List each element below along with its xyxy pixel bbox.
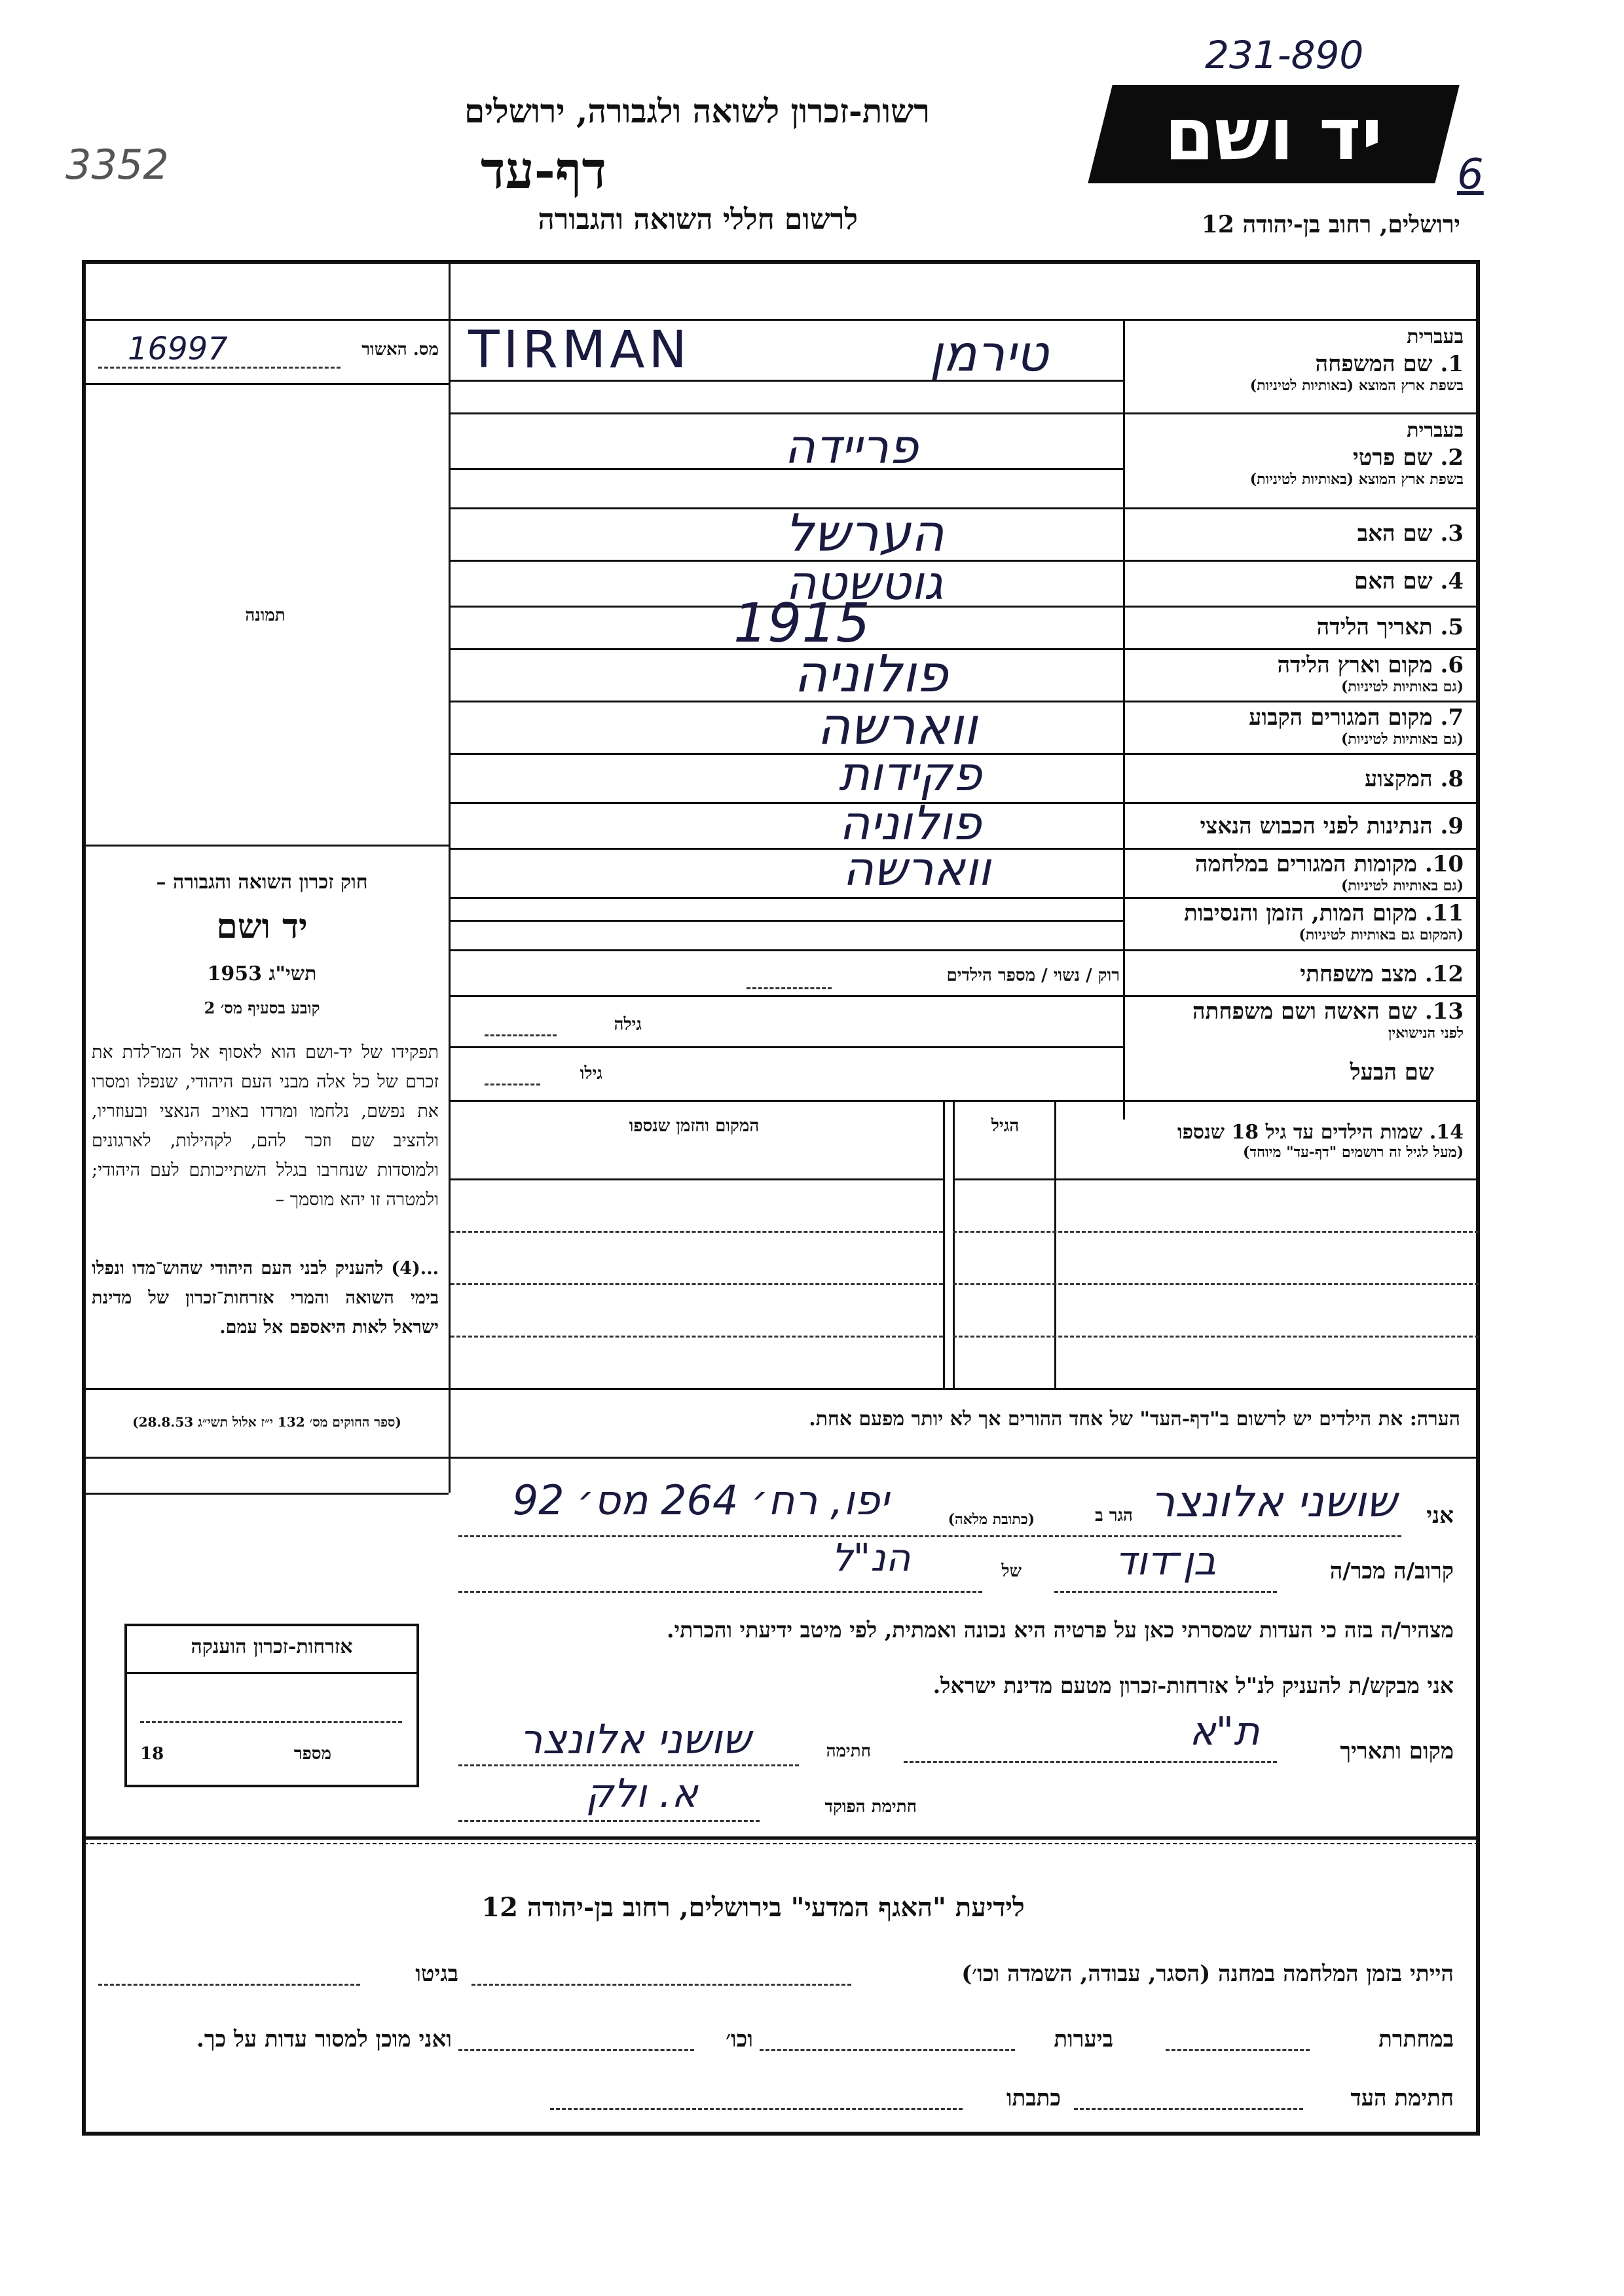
bottom-double-2 <box>84 1843 1479 1844</box>
of-value: הנ"ל <box>831 1535 911 1580</box>
place-date-label: מקום ותאריך <box>1340 1738 1454 1764</box>
children-age-left-2 <box>953 1101 955 1388</box>
husband-age-line <box>485 1084 540 1085</box>
top-strip-line <box>84 319 1479 321</box>
photo-border <box>84 845 449 847</box>
note-border <box>84 1457 1479 1459</box>
citizenship-title: אזרחות-זכרון הוענקה <box>191 1635 353 1658</box>
field-2-heb-tag: בעברית <box>1407 419 1464 442</box>
field-2-label: שם פרטי <box>1352 445 1433 471</box>
field-1-border <box>451 412 1479 414</box>
bottom-witness-sig-label: חתימת העד <box>1350 2085 1454 2111</box>
law-text: תפקידו של יד-ושם הוא לאסוף אל המו־לדת את זכרם של כל אלה מבני העם היהודי, שנפלו ומסרו את נפשם, נלחמו ומרדו באויב הנאצי ובעוזריו, ולהציב שם וזכר להם, לקהילות, לארגונים ולמוסדות שנחרבו בגלל השתייכותם לעם היהודי; ולמטרה זו יהא מוסמך – <box>92 1042 439 1210</box>
signature-value: שושני אלונצר <box>519 1715 751 1763</box>
form-title: דף-עד <box>481 141 606 200</box>
law-border <box>84 1388 449 1390</box>
left-col-divider <box>449 262 451 1493</box>
field-10-value-heb: ווארשה <box>842 841 991 896</box>
officer-sig-line <box>458 1820 760 1822</box>
field-11-sub: (המקום גם באותיות לטיניות) <box>1299 926 1464 943</box>
bottom-forests-label: ביערות <box>1054 2026 1113 2052</box>
children-age-right <box>1054 1101 1056 1388</box>
field-4-label: שם האם <box>1354 568 1433 594</box>
citizenship-title-border <box>127 1672 416 1674</box>
declarant-resides-label: הגר ב <box>1095 1506 1133 1525</box>
field-1-mid-line <box>451 380 1123 382</box>
yad-vashem-logo <box>1088 85 1459 183</box>
field-10-label: מקומות המגורים במלחמה <box>1194 851 1417 877</box>
field-12-num: 12. <box>1424 961 1464 987</box>
address: ירושלים, רחוב בן-יהודה 12 <box>1201 211 1460 238</box>
children-col-age: הגיל <box>991 1116 1020 1136</box>
field-5-label: תאריך הלידה <box>1316 614 1433 640</box>
field-13-sub: לפני הנישואין <box>1388 1025 1464 1042</box>
field-9-label: הנתינות לפני הכבוש הנאצי <box>1200 813 1433 839</box>
children-row-3 <box>953 1336 1479 1338</box>
photo-label: תמונה <box>245 606 286 625</box>
field-11-mid-line <box>451 920 1123 922</box>
citizenship-number-label: מספר <box>293 1744 331 1764</box>
logo-text: יד ושם <box>1164 92 1383 176</box>
children-header-border-2 <box>451 1178 943 1180</box>
children-header-border <box>953 1178 1479 1180</box>
children-num: 14. <box>1429 1121 1464 1144</box>
archive-number: 231-890 <box>1205 33 1364 77</box>
bottom-address-label: כתבתו <box>1006 2085 1061 2111</box>
husband-label: שם הבעל <box>1350 1059 1434 1085</box>
field-11-label: מקום המות, הזמן והנסיבות <box>1183 900 1417 926</box>
bottom-camp-label: הייתי בזמן המלחמה במחנה (הסגר, עבודה, השמדה וכו׳) <box>961 1961 1454 1987</box>
field-8-value-heb: פקידות <box>838 746 982 801</box>
declarant-name: שושני אלונצר <box>1150 1476 1397 1527</box>
bottom-address-line <box>550 2108 963 2110</box>
declarant-address-hint: (כתובת מלאה) <box>948 1511 1035 1528</box>
field-1-label: שם המשפחה <box>1315 351 1433 377</box>
declare-text: מצהיר/ה בזה כי העדות שמסרתי כאן על פרטיה היא נכונה ואמתית, לפי מיטב ידיעתי והכרתי. <box>667 1617 1454 1643</box>
field-1-sub: בשפת ארץ המוצא (באותיות לטיניות) <box>1249 377 1464 394</box>
approval-row <box>98 331 439 370</box>
field-2-sub: בשפת ארץ המוצא (באותיות לטיניות) <box>1249 471 1464 488</box>
citizenship-box <box>124 1624 419 1787</box>
field-13-label: שם האשה ושם משפחתה <box>1192 998 1417 1025</box>
field-7-sub: (גם באותיות לטיניות) <box>1340 731 1464 748</box>
children-count-line <box>747 987 832 989</box>
bottom-camp-line <box>471 1984 851 1986</box>
bottom-notice: לידיעת "האגף המדעי" בירושלים, רחוב בן-יהודה 12 <box>481 1892 1025 1923</box>
children-bottom-border <box>451 1388 1479 1390</box>
of-line <box>458 1591 982 1593</box>
field-10-num: 10. <box>1424 851 1464 877</box>
law-name: יד ושם <box>216 907 308 947</box>
children-col-names-sub: (מעל לגיל זה רושמים "דף-עד" מיוחד) <box>1243 1144 1464 1161</box>
field-5-value: 1915 <box>733 592 870 655</box>
declarant-address: יפו, רח׳ 264 מס׳ 92 <box>512 1476 889 1524</box>
field-1-heb-tag: בעברית <box>1407 325 1464 348</box>
form-subtitle: לרשום חללי השואה והגבורה <box>538 203 858 236</box>
field-10-sub: (גם באותיות לטיניות) <box>1340 877 1464 894</box>
field-11-border <box>451 949 1479 951</box>
bottom-ghetto-label: בגיטו <box>415 1961 458 1987</box>
field-12-label: מצב משפחתי <box>1300 961 1417 987</box>
children-row-3b <box>451 1336 943 1338</box>
field-1-value-heb: טירמן <box>929 324 1048 382</box>
officer-sig-label: חתימת הפוקד <box>824 1797 917 1817</box>
page-number: 6 <box>1457 151 1484 199</box>
signature-line <box>458 1764 799 1766</box>
left-col-bottom <box>84 1493 449 1495</box>
field-3-num: 3. <box>1440 520 1464 547</box>
field-1-value-lat: TIRMAN <box>468 321 691 380</box>
field-6-label: מקום וארץ הלידה <box>1277 652 1433 678</box>
field-2-mid-line <box>451 468 1123 470</box>
children-row-1b <box>451 1231 943 1233</box>
field-12-value: רוק / נשוי / מספר הילדים <box>946 966 1120 985</box>
field-1-num: 1. <box>1440 351 1464 377</box>
bottom-etc-label: וכו׳ <box>726 2026 753 2052</box>
children-col-place: המקום והזמן שנספו <box>629 1116 760 1136</box>
relation-value: בן־דוד <box>1115 1539 1217 1584</box>
bottom-witness-sig-line <box>1074 2108 1303 2110</box>
bottom-etc-line <box>458 2049 694 2051</box>
field-13-mid-line <box>451 1046 1123 1048</box>
relative-label: קרוב/ה מכר/ה <box>1329 1558 1454 1584</box>
children-note: הערה: את הילדים יש לרשום ב"דף-העד" של אחד ההורים אך לא יותר מפעם אחת. <box>809 1408 1460 1430</box>
field-2-num: 2. <box>1440 445 1464 471</box>
stamp-number: 3352 <box>65 141 169 189</box>
bottom-forests-line <box>760 2049 1015 2051</box>
children-row-1 <box>953 1231 1479 1233</box>
field-13-border <box>451 1100 1479 1102</box>
field-9-num: 9. <box>1440 813 1464 839</box>
field-7-label: מקום המגורים הקבוע <box>1249 704 1433 731</box>
field-6-num: 6. <box>1440 652 1464 678</box>
field-4-num: 4. <box>1440 568 1464 594</box>
bottom-ghetto-line <box>98 1984 360 1986</box>
field-7-num: 7. <box>1440 704 1464 731</box>
bottom-double-1 <box>84 1836 1479 1840</box>
field-8-label: המקצוע <box>1364 766 1433 792</box>
field-5-num: 5. <box>1440 614 1464 640</box>
field-4-border <box>451 606 1479 608</box>
field-9-value-heb: פולוניה <box>839 795 982 850</box>
law-clause: קובע בסעיף מס׳ 2 <box>204 998 320 1017</box>
field-2-value-heb: פריידה <box>784 419 919 474</box>
approval-value: 16997 <box>128 331 228 367</box>
bottom-underground-line <box>1166 2049 1310 2051</box>
label-col-divider <box>1123 321 1125 1120</box>
field-3-value-heb: הערשל <box>784 504 944 563</box>
bottom-testimony-label: ואני מוכן למסור עדות על כך. <box>196 2026 452 2052</box>
field-6-sub: (גם באותיות לטיניות) <box>1340 678 1464 695</box>
children-row-2 <box>953 1283 1479 1285</box>
children-row-2b <box>451 1283 943 1285</box>
field-4-value-heb: גוטשטה <box>785 555 944 610</box>
field-10-border <box>451 897 1479 899</box>
citizenship-number-suffix: 18 <box>140 1744 164 1764</box>
field-12-border <box>451 995 1479 997</box>
signature-label: חתימה <box>826 1741 871 1761</box>
law-year: תשי"ג 1953 <box>207 962 317 985</box>
children-age-left <box>943 1101 945 1388</box>
approval-row-border <box>84 383 449 385</box>
declarant-i-label: אני <box>1426 1503 1454 1529</box>
field-7-value-heb: ווארשה <box>817 697 978 756</box>
of-label: של <box>1001 1561 1022 1581</box>
children-col-names: שמות הילדים עד גיל 18 שנספו <box>1177 1121 1423 1144</box>
place-date-value: ת"א <box>1189 1709 1260 1755</box>
field-3-label: שם האב <box>1357 520 1433 547</box>
approval-underline <box>98 367 341 369</box>
law-heading: חוק זכרון השואה והגבורה – <box>156 871 368 894</box>
wife-age-line <box>485 1034 557 1036</box>
place-date-line <box>904 1761 1277 1763</box>
field-6-value-heb: פולוניה <box>794 645 948 704</box>
org-name: רשות-זכרון לשואה ולגבורה, ירושלים <box>464 92 930 130</box>
field-11-num: 11. <box>1424 900 1464 926</box>
husband-age-label: גילו <box>580 1064 602 1084</box>
officer-signature: א. ולק <box>585 1771 698 1817</box>
approval-label: מס. האשור <box>361 340 439 359</box>
bottom-underground-label: במחתרת <box>1378 2026 1454 2052</box>
field-13-age-label: גילה <box>614 1015 642 1034</box>
request-text: אני מבקש/ת להעניק לנ"ל אזרחות-זכרון מטעם מדינת ישראל. <box>932 1673 1454 1698</box>
citizenship-line-1 <box>140 1721 402 1723</box>
field-13-num: 13. <box>1424 998 1464 1025</box>
law-ref: (ספר החוקים מס׳ 132 י״ז אלול תשי״ג 28.8.53) <box>132 1414 401 1430</box>
law-text-2: ...(4) להעניק לבני העם היהודי שהוש־מדו ונפלו בימי השואה והמרי אזרחות־זכרון של מדינת ישראל לאות היאספם אל עמם. <box>92 1258 439 1338</box>
field-8-num: 8. <box>1440 766 1464 792</box>
relation-line <box>1054 1591 1277 1593</box>
